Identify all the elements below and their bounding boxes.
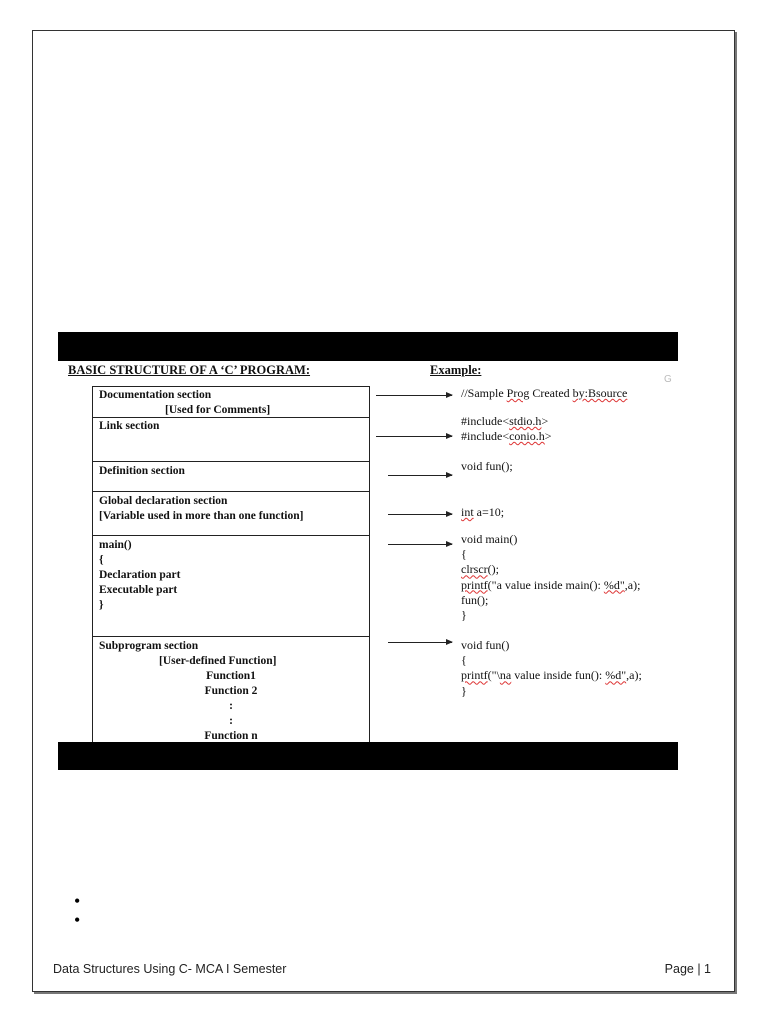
code-text: #include< <box>461 429 510 443</box>
arrow-icon <box>376 436 452 437</box>
definition-section <box>93 462 369 492</box>
code-text: Prog <box>506 386 530 400</box>
figure-bottom-bar <box>58 742 678 770</box>
code-text: stdio.h <box>509 414 542 428</box>
main-line-2: { <box>99 554 104 566</box>
code-text: printf <box>461 668 488 683</box>
structure-table <box>92 386 370 744</box>
arrow-icon <box>376 395 452 396</box>
global-sub: [Variable used in more than one function] <box>99 510 304 522</box>
code-line <box>461 668 642 683</box>
code-text: > <box>544 429 552 443</box>
bullet-item: • <box>74 891 81 911</box>
code-line <box>461 562 640 577</box>
global-declaration-section <box>93 492 369 536</box>
code-line: } <box>461 608 467 623</box>
code-text: //Sample <box>461 386 507 400</box>
code-text: #include< <box>461 414 510 428</box>
documentation-sub: [Used for Comments] <box>165 404 271 416</box>
subprogram-sub: [User-defined Function] <box>159 655 277 667</box>
code-text: Created <box>529 386 573 400</box>
code-line: void main() <box>461 532 518 546</box>
global-title: Global declaration section <box>99 495 228 507</box>
code-line: } <box>461 683 467 698</box>
definition-title: Definition section <box>99 465 185 477</box>
code-comment <box>461 386 627 401</box>
function-2: Function 2 <box>204 685 258 697</box>
code-text: %d" <box>603 577 625 592</box>
main-section <box>93 536 369 637</box>
footer-page-number: Page | 1 <box>664 962 711 976</box>
code-global <box>461 505 504 520</box>
code-text: ("a value inside main(): <box>487 577 604 592</box>
code-line: fun(); <box>461 592 489 607</box>
arrow-icon <box>388 475 452 476</box>
c-program-structure-figure <box>58 332 678 770</box>
code-text: ,a); <box>626 668 642 683</box>
code-text: ,a); <box>624 577 641 592</box>
main-line-3: Declaration part <box>99 569 181 581</box>
structure-heading: BASIC STRUCTURE OF A ‘C’ PROGRAM: <box>68 363 311 377</box>
code-text: > <box>541 414 549 428</box>
main-line-5: } <box>99 599 104 611</box>
figure-top-bar <box>58 332 678 361</box>
bullet-item: • <box>74 910 81 930</box>
code-text: clrscr <box>461 562 488 577</box>
code-text: %d" <box>605 668 627 683</box>
function-1: Function1 <box>206 670 256 682</box>
code-text: int <box>461 505 474 519</box>
code-include-conio <box>461 429 552 444</box>
documentation-title: Documentation section <box>99 389 212 401</box>
code-prototype: void fun(); <box>461 459 513 473</box>
code-include-stdio <box>461 414 548 429</box>
link-section <box>93 418 369 462</box>
function-n: Function n <box>204 730 258 742</box>
code-text: na <box>499 668 512 683</box>
code-text: by:Bsource <box>572 386 628 400</box>
code-line: { <box>461 547 467 562</box>
arrow-icon <box>388 544 452 545</box>
bullet-list <box>74 892 80 930</box>
code-text: value inside fun(): <box>511 668 606 683</box>
function-dots-2: : <box>229 715 233 727</box>
main-line-1: main() <box>99 539 132 551</box>
documentation-section <box>93 387 369 418</box>
link-title: Link section <box>99 420 160 432</box>
subprogram-section <box>93 637 369 743</box>
code-text: conio.h <box>509 429 545 443</box>
footer-course-title: Data Structures Using C- MCA I Semester <box>53 962 287 976</box>
code-text: printf <box>461 577 488 592</box>
code-main-block <box>461 532 640 623</box>
faint-mark: G <box>664 374 672 385</box>
code-line: void fun() <box>461 638 510 652</box>
subprogram-title: Subprogram section <box>99 640 199 652</box>
code-fun-block <box>461 638 642 699</box>
code-text: (); <box>487 562 499 577</box>
code-text: ("\ <box>487 668 500 683</box>
main-line-4: Executable part <box>99 584 178 596</box>
code-text: a=10; <box>473 505 505 519</box>
arrow-icon <box>388 642 452 643</box>
code-line: { <box>461 653 467 668</box>
code-line <box>461 578 640 593</box>
example-heading: Example: <box>430 363 482 377</box>
arrow-icon <box>388 514 452 515</box>
function-dots-1: : <box>229 700 233 712</box>
